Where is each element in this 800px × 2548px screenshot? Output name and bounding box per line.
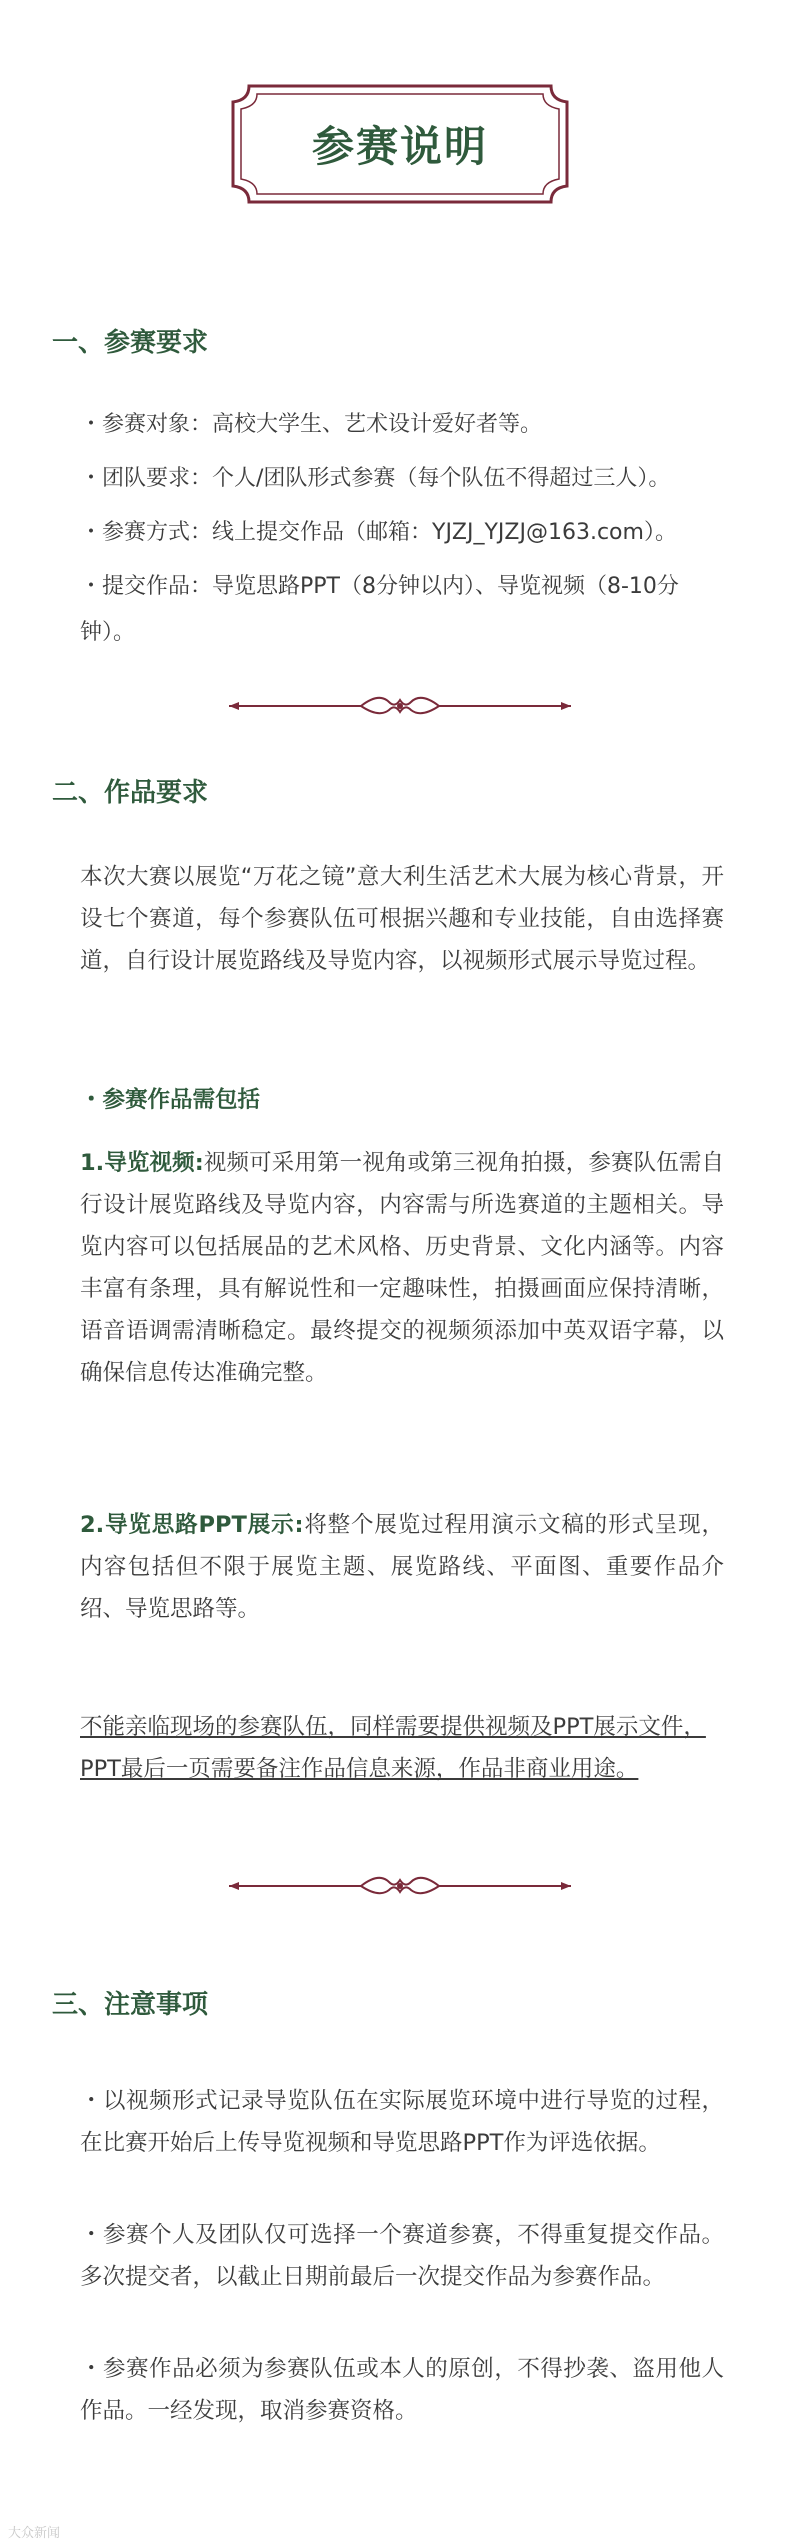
sub-heading: ・参赛作品需包括	[80, 1087, 261, 1113]
page-title: 参赛说明	[311, 122, 488, 171]
underlined-note: 不能亲临现场的参赛队伍，同样需要提供视频及PPT展示文件，PPT最后一页需要备注作品信息来源，作品非商业用途。	[80, 1714, 706, 1782]
list-item: ・参赛作品必须为参赛队伍或本人的原创，不得抄袭、盗用他人作品。一经发现，取消参赛资格。	[80, 2356, 724, 2424]
video-label: 1.导览视频:	[80, 1150, 204, 1176]
video-text: 视频可采用第一视角或第三视角拍摄，参赛队伍需自行设计展览路线及导览内容，内容需与所选赛道的主题相关。导览内容可以包括展品的艺术风格、历史背景、文化内涵等。内容丰富有条理，具有解说性和一定趣味性，拍摄画面应保持清晰，语音语调需清晰稳定。最终提交的视频须添加中英双语字幕，以确保信息传达准确完整。	[80, 1150, 724, 1386]
list-item: ・提交作品：导览思路PPT（8分钟以内）、导览视频（8-10分	[80, 574, 679, 599]
section-heading-requirements: 一、参赛要求	[52, 328, 209, 358]
ornament-divider	[229, 1868, 571, 1904]
ppt-text: 将整个展览过程用演示文稿的形式呈现，内容包括但不限于展览主题、展览路线、平面图、重要作品介绍、导览思路等。	[80, 1512, 724, 1622]
ppt-label: 2.导览思路PPT展示:	[80, 1512, 304, 1538]
paragraph-video	[80, 1142, 724, 1394]
list-item: ・参赛方式：线上提交作品（邮箱：YJZJ_YJZJ@163.com）。	[80, 520, 677, 545]
section-heading-notes: 三、注意事项	[52, 1990, 209, 2020]
paragraph-ppt	[80, 1504, 724, 1630]
list-item: ・参赛个人及团队仅可选择一个赛道参赛，不得重复提交作品。多次提交者，以截止日期前最后一次提交作品为参赛作品。	[80, 2222, 724, 2290]
list-item: ・以视频形式记录导览队伍在实际展览环境中进行导览的过程，在比赛开始后上传导览视频和导览思路PPT作为评选依据。	[80, 2088, 724, 2156]
intro-paragraph: 本次大赛以展览“万花之镜”意大利生活艺术大展为核心背景，开设七个赛道，每个参赛队伍可根据兴趣和专业技能，自由选择赛道，自行设计展览路线及导览内容，以视频形式展示导览过程。	[80, 864, 724, 974]
list-item: ・参赛对象：高校大学生、艺术设计爱好者等。	[80, 412, 543, 437]
watermark: 大众新闻	[8, 2526, 61, 2541]
list-item: ・团队要求：个人/团队形式参赛（每个队伍不得超过三人）。	[80, 466, 671, 491]
list-item: 钟）。	[80, 620, 136, 645]
ornament-divider	[229, 688, 571, 724]
section-heading-works: 二、作品要求	[52, 778, 209, 808]
title-frame	[229, 82, 571, 206]
